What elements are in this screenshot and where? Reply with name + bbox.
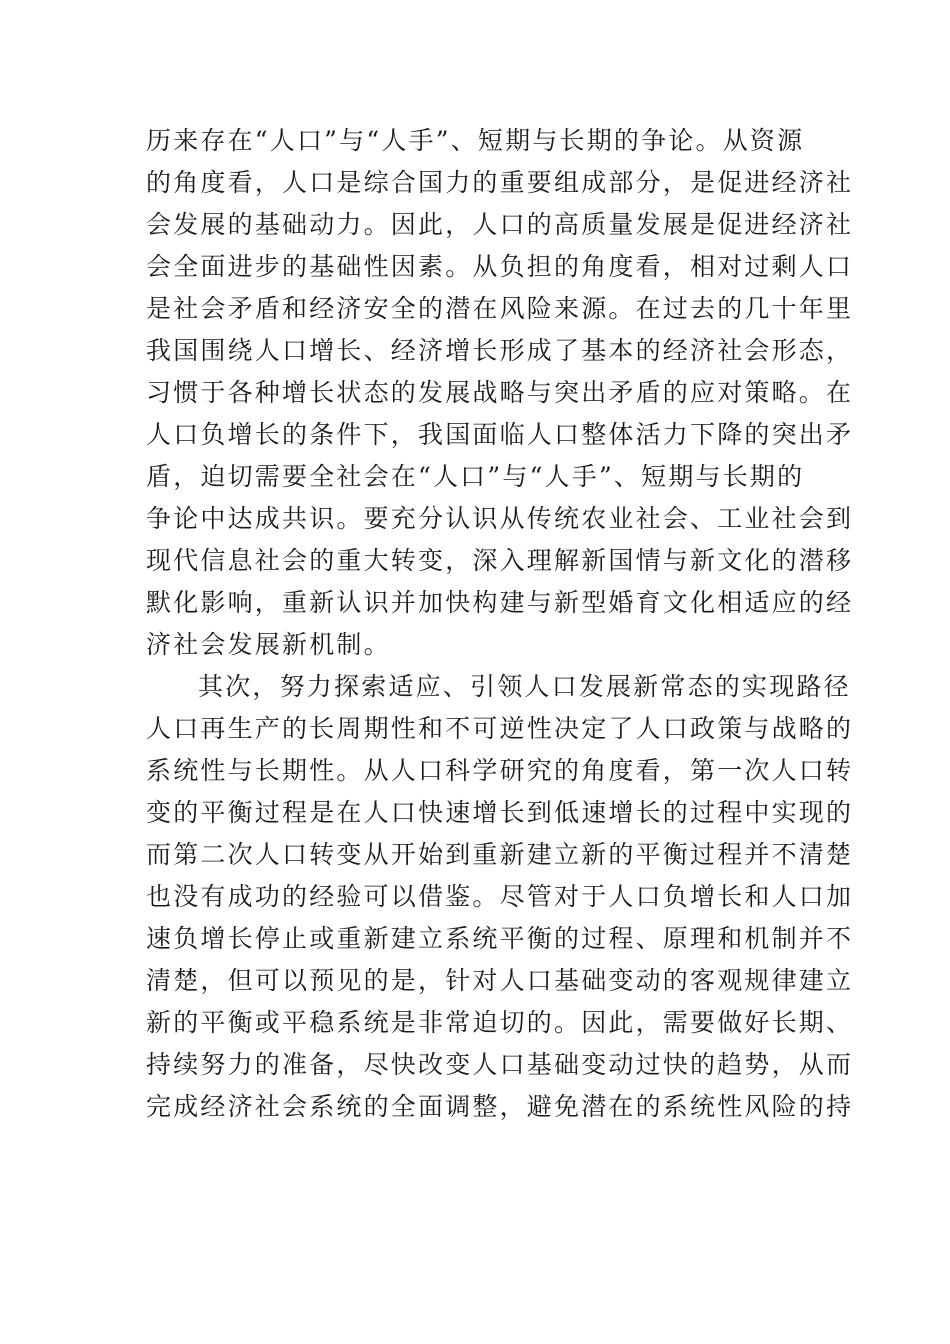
- text-line: 现代信息社会的重大转变，深入理解新国情与新文化的潜移: [146, 546, 854, 575]
- text-line: 变的平衡过程是在人口快速增长到低速增长的过程中实现的: [146, 798, 854, 827]
- text-line: 速负增长停止或重新建立系统平衡的过程、原理和机制并不: [146, 924, 854, 953]
- text-line: 的角度看，人口是综合国力的重要组成部分，是促进经济社: [146, 168, 854, 197]
- text-line: 习惯于各种增长状态的发展战略与突出矛盾的应对策略。在: [146, 378, 854, 407]
- text-line: 会全面进步的基础性因素。从负担的角度看，相对过剩人口: [146, 252, 854, 281]
- text-line: 我国围绕人口增长、经济增长形成了基本的经济社会形态，: [146, 336, 854, 365]
- text-line: 会发展的基础动力。因此，人口的高质量发展是促进经济社: [146, 210, 854, 239]
- text-line: 也没有成功的经验可以借鉴。尽管对于人口负增长和人口加: [146, 882, 854, 911]
- text-line: 新的平衡或平稳系统是非常迫切的。因此，需要做好长期、: [146, 1008, 854, 1037]
- body-text: [146, 120, 854, 1128]
- text-line: 默化影响，重新认识并加快构建与新型婚育文化相适应的经: [146, 588, 854, 617]
- text-line: 系统性与长期性。从人口科学研究的角度看，第一次人口转: [146, 756, 854, 785]
- text-line: 人口再生产的长周期性和不可逆性决定了人口政策与战略的: [146, 714, 854, 743]
- text-line: 历来存在“人口”与“人手”、短期与长期的争论。从资源: [146, 126, 805, 155]
- text-line: 是社会矛盾和经济安全的潜在风险来源。在过去的几十年里: [146, 294, 854, 323]
- text-line: 人口负增长的条件下，我国面临人口整体活力下降的突出矛: [146, 420, 854, 449]
- text-line: 济社会发展新机制。: [146, 630, 391, 659]
- text-line: 清楚，但可以预见的是，针对人口基础变动的客观规律建立: [146, 966, 854, 995]
- text-line: 完成经济社会系统的全面调整，避免潜在的系统性风险的持: [146, 1092, 854, 1121]
- paragraph-start-line: 其次，努力探索适应、引领人口发展新常态的实现路径: [198, 672, 851, 701]
- text-line: 盾，迫切需要全社会在“人口”与“人手”、短期与长期的: [146, 462, 805, 491]
- text-line: 争论中达成共识。要充分认识从传统农业社会、工业社会到: [146, 504, 854, 533]
- text-line: 而第二次人口转变从开始到重新建立新的平衡过程并不清楚: [146, 840, 854, 869]
- text-line: 持续努力的准备，尽快改变人口基础变动过快的趋势，从而: [146, 1050, 854, 1079]
